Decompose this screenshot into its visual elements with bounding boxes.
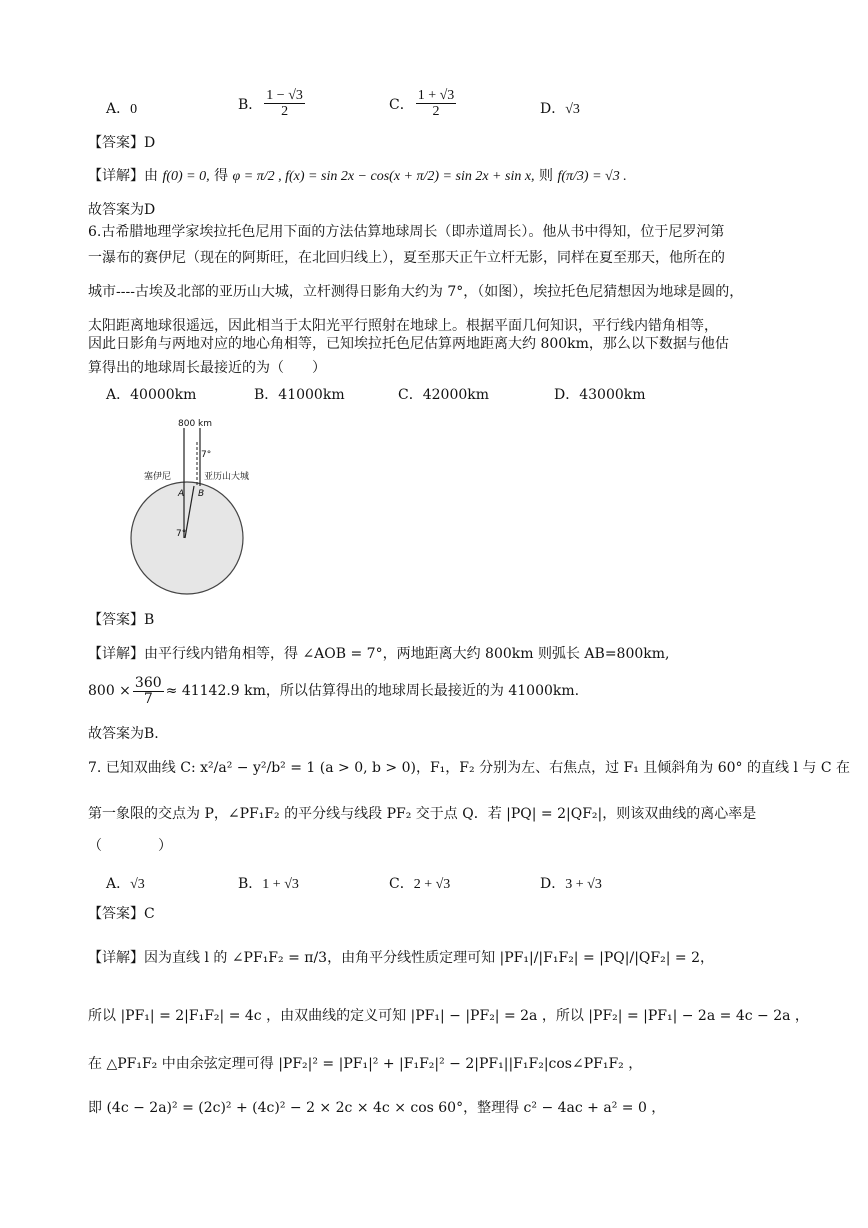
q7-option-a: A．√3 (106, 876, 145, 892)
city-label-right: 亚历山大城 (204, 472, 250, 482)
q7-option-b: B．1 + √3 (238, 876, 299, 892)
q6-line-3: 城市----古埃及北部的亚历山大城，立杆测得日影角大约为 7°，（如图），埃拉托色尼猜想因为地球是圆的， (88, 284, 744, 300)
q7-option-c: C．2 + √3 (389, 876, 451, 892)
q7-line-3: （ ） (88, 838, 172, 854)
q7-answer: 【答案】C (88, 906, 155, 922)
q6-option-c: C．42000km (398, 387, 490, 403)
q5-option-b: B． $\frac{1 - √3}{2}$ (238, 88, 303, 120)
angle-center-label: 7° (176, 529, 187, 539)
q6-option-b: B．41000km (254, 387, 345, 403)
q5-option-c: C． $\frac{1 + √3}{2}$ (389, 88, 455, 120)
q6-line-2: 一瀑布的赛伊尼（现在的阿斯旺，在北回归线上），夏至那天正午立杆无影，同样在夏至那天，他所在的 (88, 250, 725, 266)
q7-detail-line-1: 【详解】因为直线 l 的 ∠PF₁F₂ = π/3，由角平分线性质定理可知 |PF₁|/|F₁F₂| = |PQ|/|QF₂| = 2， (88, 950, 714, 966)
angle-top-label: 7° (201, 450, 212, 460)
city-label-left: 塞伊尼 (144, 472, 172, 482)
q6-conclusion: 故答案为B. (88, 726, 159, 742)
q7-detail-line-2: 所以 |PF₁| = 2|F₁F₂| = 4c ，由双曲线的定义可知 |PF₁| − |PF₂| = 2a ，所以 |PF₂| = |PF₁| − 2a = 4c − 2a ， (88, 1008, 809, 1024)
q6-detail-line-1: 【详解】由平行线内错角相等，得 ∠AOB = 7°，两地距离大约 800km 则弧长 AB=800km, (88, 646, 670, 662)
q6-line-6: 算得出的地球周长最接近的为（ ） (88, 360, 326, 376)
point-a-label: A (178, 489, 185, 499)
q6-option-a: A．40000km (106, 387, 197, 403)
q6-line-5: 因此日影角与两地对应的地心角相等，已知埃拉托色尼估算两地距离大约 800km，那么以下数据与他估 (88, 336, 729, 352)
detail-label: 【详解】 (88, 168, 144, 184)
q5-option-d: D．√3 (540, 101, 580, 117)
earth-circle (131, 482, 243, 594)
q5-answer: 【答案】D (88, 135, 156, 151)
q7-line-2: 第一象限的交点为 P，∠PF₁F₂ 的平分线与线段 PF₂ 交于点 Q．若 |PQ| = 2|QF₂|，则该双曲线的离心率是 (88, 806, 757, 822)
q7-option-d: D．3 + √3 (540, 876, 602, 892)
q6-detail-line-2: 800 × $\frac{360}{7}$ ≈ 41142.9 km，所以估算得出的地球周长最接近的为 41000km. (88, 675, 580, 708)
q7-detail-line-4: 即 (4c − 2a)² = (2c)² + (4c)² − 2 × 2c × 4c × cos 60°，整理得 c² − 4ac + a² = 0 ， (88, 1100, 666, 1116)
q6-answer: 【答案】B (88, 612, 155, 628)
earth-diagram (128, 414, 278, 604)
q5-detail: 【详解】由 f(0) = 0, 得 φ = π/2 , f(x) = sin 2x − cos(x + π/2) = sin 2x + sin x, 则 f(π/3) = √3 . (88, 168, 627, 184)
q7-line-1: 7. 已知双曲线 C: x²/a² − y²/b² = 1 (a > 0, b > 0)，F₁，F₂ 分别为左、右焦点，过 F₁ 且倾斜角为 60° 的直线 l 与 C 在 (88, 760, 850, 776)
q7-detail-line-3: 在 △PF₁F₂ 中由余弦定理可得 |PF₂|² = |PF₁|² + |F₁F₂|² − 2|PF₁||F₁F₂|cos∠PF₁F₂ ， (88, 1056, 643, 1072)
distance-label: 800 km (178, 419, 213, 429)
q6-line-4: 太阳距离地球很遥远，因此相当于太阳光平行照射在地球上。根据平面几何知识，平行线内错角相等， (88, 318, 718, 334)
q6-option-d: D．43000km (554, 387, 646, 403)
q5-conclusion: 故答案为D (88, 202, 156, 218)
point-b-label: B (198, 489, 205, 499)
q5-option-a: A．0 (106, 101, 138, 117)
q6-line-1: 6.古希腊地理学家埃拉托色尼用下面的方法估算地球周长（即赤道周长）。他从书中得知，位于尼罗河第 (88, 224, 725, 240)
